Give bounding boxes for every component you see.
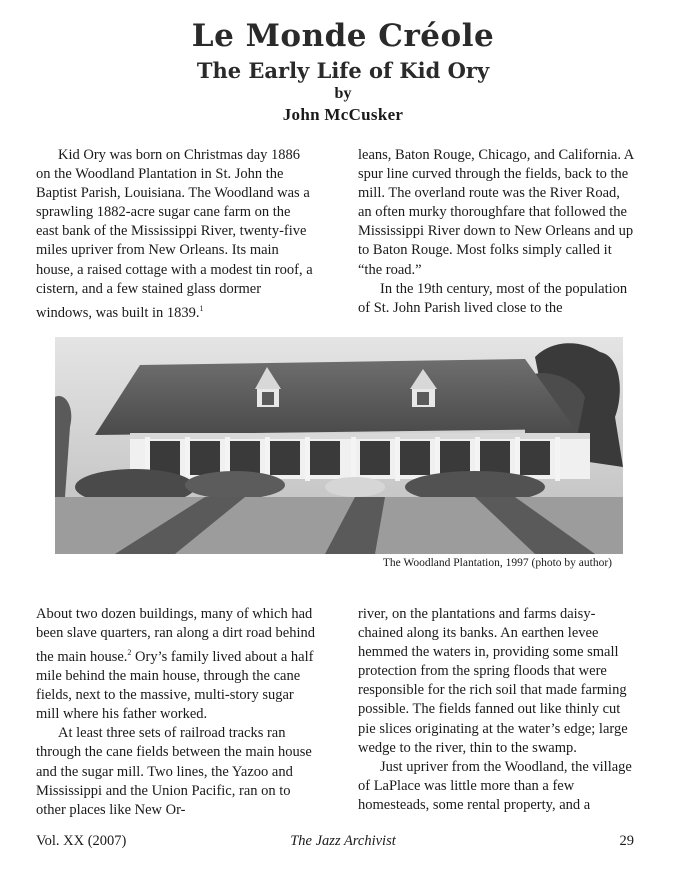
- plantation-photo: [55, 337, 623, 554]
- paragraph: Kid Ory was born on Christmas day 1886 on the Woodland Plantation in St. John the Baptist Parish, Louisiana. The Woodland was a sprawling 1882-acre sugar cane farm on the east bank of the Mississippi River, twenty-five miles upriver from New Orleans. Its main house, a raised cottage with a modest tin roof, a cistern, and a few stained glass dormer windows, was built in 1839.$^1$: [36, 147, 313, 321]
- footnote-ref[interactable]: 1: [199, 303, 204, 313]
- photo-caption: The Woodland Plantation, 1997 (photo by author): [382, 557, 612, 569]
- bottom-left-column: [36, 605, 318, 820]
- bottom-right-column: [358, 605, 638, 815]
- paragraph: In the 19th century, most of the population of St. John Parish lived close to the: [358, 280, 628, 316]
- paragraph: river, on the plantations and farms daisy-chained along its banks. An earthen levee hemmed the waters in, providing some small protection from the spring floods that were responsible for the rich soil that made farming possible. The fields fanned out like thinly cut pie slices originating at the water’s edge; large wedge to the river, thin to the swamp.: [358, 606, 628, 756]
- article-title: Le Monde Créole: [191, 18, 495, 54]
- top-right-column: [358, 146, 636, 318]
- paragraph: Just upriver from the Woodland, the village of LaPlace was little more than a few homesteads, some rental property, and a: [358, 758, 632, 813]
- paragraph: At least three sets of railroad tracks ran through the cane fields between the main house and the sugar mill. Two lines, the Yazoo and Mississippi and the Union Pacific, ran on to other places like New Or-: [36, 725, 312, 818]
- footer-page-number: 29: [619, 833, 634, 849]
- author-name: John McCusker: [282, 105, 404, 124]
- footnote-ref[interactable]: 2: [127, 648, 132, 658]
- top-left-column: [36, 146, 316, 323]
- paragraph: leans, Baton Rouge, Chicago, and California. A spur line curved through the fields, back to the mill. The overland route was the River Road, an often murky thoroughfare that followed the Mississippi River down to New Orleans and up to Baton Rouge. Most folks simply called it “the road.”: [358, 147, 634, 278]
- footer-volume: Vol. XX (2007): [36, 833, 127, 849]
- footer-journal: The Jazz Archivist: [290, 833, 396, 849]
- house-image: [55, 337, 623, 554]
- paragraph: About two dozen buildings, many of which had been slave quarters, ran along a dirt road behind the main house.$^2$ Ory’s family lived about a half mile behind the main house, through the cane fields, next to the massive, multi-story sugar mill where his father worked.: [36, 606, 316, 723]
- article-subtitle: The Early Life of Kid Ory: [196, 58, 490, 83]
- byline-by: by: [334, 85, 352, 102]
